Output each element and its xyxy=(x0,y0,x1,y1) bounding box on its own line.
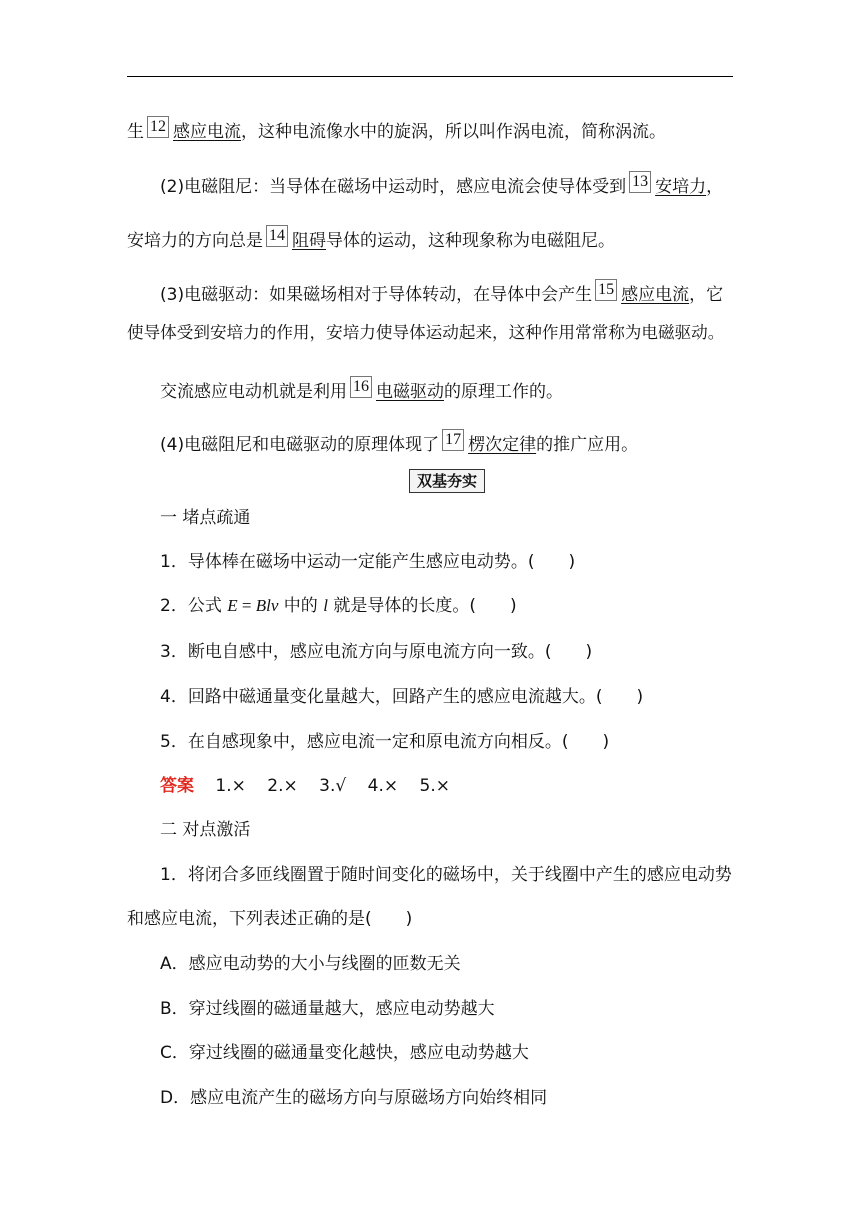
blank-number: 16 xyxy=(350,376,372,398)
text: (4)电磁阻尼和电磁驱动的原理体现了 xyxy=(160,435,440,455)
paragraph-damping-line2 xyxy=(127,225,615,253)
section-title-2: 二 对点激活 xyxy=(160,820,251,840)
text: 导体的运动，这种现象称为电磁阻尼。 xyxy=(326,231,615,251)
blank-answer: 阻碍 xyxy=(292,231,326,251)
text: 的推广应用。 xyxy=(536,435,639,455)
blank-answer: 楞次定律 xyxy=(468,435,537,455)
true-false-item-4: 4．回路中磁通量变化量越大，回路产生的感应电流越大。( ) xyxy=(160,687,644,707)
answer-label: 答案 xyxy=(160,776,194,796)
text: 生 xyxy=(127,122,144,142)
blank-answer: 感应电流 xyxy=(173,122,241,142)
question-1-line1: 1．将闭合多匝线圈置于随时间变化的磁场中，关于线圈中产生的感应电动势 xyxy=(160,865,732,885)
blank-number: 12 xyxy=(147,116,169,138)
paragraph-drive-line1 xyxy=(160,279,723,307)
option-a: A．感应电动势的大小与线圈的匝数无关 xyxy=(160,954,461,974)
text: 中的 xyxy=(278,596,324,616)
paragraph-eddy-current xyxy=(127,116,666,144)
true-false-item-3: 3．断电自感中，感应电流方向与原电流方向一致。( ) xyxy=(160,642,593,662)
true-false-item-2 xyxy=(160,594,517,618)
option-d: D．感应电流产生的磁场方向与原磁场方向始终相同 xyxy=(160,1088,548,1108)
text: (3)电磁驱动：如果磁场相对于导体转动，在导体中会产生 xyxy=(160,285,593,305)
text: 2．公式 xyxy=(160,596,228,616)
blank-answer: 感应电流 xyxy=(621,285,690,305)
paragraph-drive-line2: 使导体受到安培力的作用，安培力使导体运动起来，这种作用常常称为电磁驱动。 xyxy=(127,323,725,342)
text: 就是导体的长度。( ) xyxy=(327,596,517,616)
section-title-1: 一 堵点疏通 xyxy=(160,508,251,528)
paragraph-lenz-law xyxy=(160,429,638,457)
option-c: C．穿过线圈的磁通量变化越快，感应电动势越大 xyxy=(160,1043,529,1063)
text: 交流感应电动机就是利用 xyxy=(160,382,347,402)
option-b: B．穿过线圈的磁通量越大，感应电动势越大 xyxy=(160,999,495,1019)
answer-item: 4.× xyxy=(367,776,399,796)
text: (2)电磁阻尼：当导体在磁场中运动时，感应电流会使导体受到 xyxy=(160,177,627,197)
formula-var: E xyxy=(227,596,238,615)
blank-number: 13 xyxy=(629,171,651,193)
answer-line xyxy=(160,774,466,798)
answer-item: 1.× xyxy=(215,776,246,796)
answer-item: 2.× xyxy=(267,776,298,796)
text: 的原理工作的。 xyxy=(444,382,563,402)
answer-item: 3.√ xyxy=(319,776,347,796)
question-1-line2: 和感应电流，下列表述正确的是( ) xyxy=(127,909,413,929)
blank-number: 17 xyxy=(442,429,464,451)
text: ，它 xyxy=(689,285,724,305)
blank-number: 15 xyxy=(595,279,617,301)
paragraph-damping-line1 xyxy=(160,171,723,199)
blank-answer: 电磁驱动 xyxy=(376,382,444,402)
true-false-item-5: 5．在自感现象中，感应电流一定和原电流方向相反。( ) xyxy=(160,732,610,752)
paragraph-induction-motor xyxy=(160,376,563,404)
formula-eq: = xyxy=(237,596,256,615)
header-rule xyxy=(127,76,733,77)
text: ， xyxy=(706,177,724,197)
blank-number: 14 xyxy=(266,225,288,247)
formula-var: l xyxy=(323,596,328,615)
answer-item: 5.× xyxy=(419,776,450,796)
text: 安培力的方向总是 xyxy=(127,231,263,251)
section-badge: 双基夯实 xyxy=(409,469,485,493)
true-false-item-1: 1．导体棒在磁场中运动一定能产生感应电动势。( ) xyxy=(160,552,576,572)
blank-answer: 安培力 xyxy=(655,177,707,197)
formula-var: Blv xyxy=(255,596,279,615)
text: ，这种电流像水中的旋涡，所以叫作涡电流，简称涡流。 xyxy=(241,122,666,142)
